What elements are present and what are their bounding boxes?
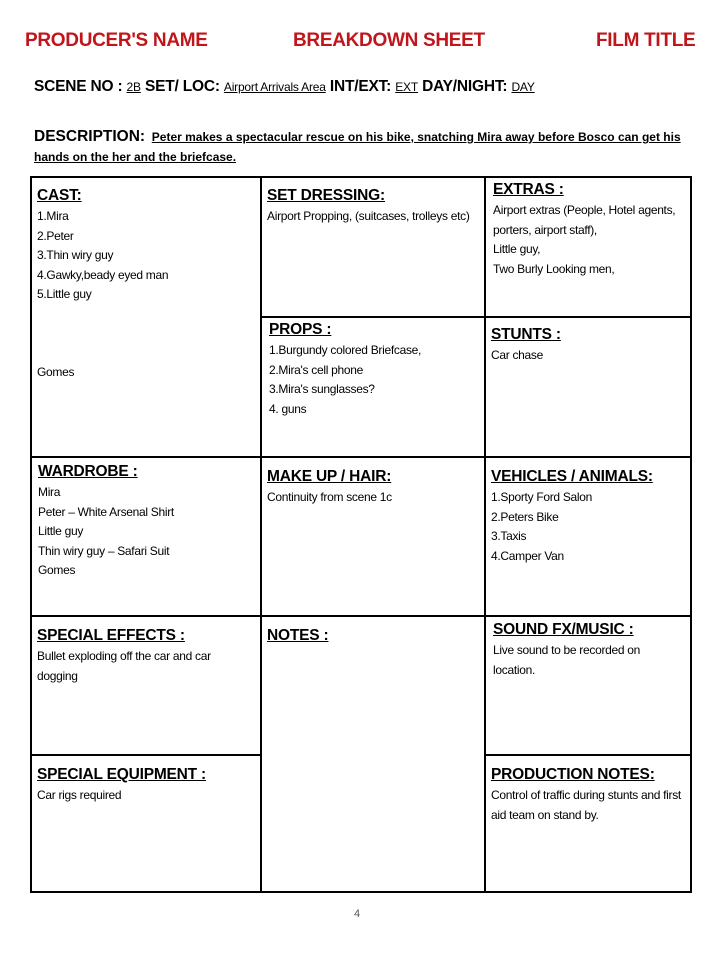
list-item: 2.Mira's cell phone — [269, 362, 363, 377]
list-item: Mira — [38, 485, 61, 499]
list-item: 1.Sporty Ford Salon — [491, 490, 593, 504]
sheet-title: BREAKDOWN SHEET — [293, 30, 485, 51]
scene-no-value: 2B — [126, 80, 141, 94]
list-item: 3.Mira's sunglasses? — [269, 382, 375, 396]
cast-title: CAST: — [37, 187, 82, 204]
list-item: Thin wiry guy – Safari Suit — [38, 543, 170, 558]
list-item: 4.Camper Van — [491, 548, 564, 563]
list-item: Two Burly Looking men, — [493, 261, 615, 276]
grid-line — [260, 178, 262, 891]
list-item: 3.Taxis — [491, 529, 527, 543]
list-item: Little guy, — [493, 242, 541, 256]
set-dressing-text: Airport Propping, (suitcases, trolleys etc) — [267, 209, 470, 223]
producer-name: PRODUCER'S NAME — [25, 30, 208, 51]
special-effects-text: Bullet exploding off the car and car dogging — [37, 649, 211, 683]
grid-line — [262, 316, 692, 318]
day-night-label: DAY/NIGHT: — [422, 78, 508, 95]
stunts-title: STUNTS : — [491, 326, 561, 343]
cast-cell — [37, 187, 257, 382]
extras-cell — [493, 181, 685, 279]
set-loc-label: SET/ LOC: — [144, 78, 220, 95]
int-ext-value: EXT — [395, 80, 418, 94]
list-item: 3.Thin wiry guy — [37, 248, 114, 262]
list-item: 1.Mira — [37, 209, 69, 223]
scene-no-label: SCENE NO : — [34, 78, 123, 95]
set-loc-value: Airport Arrivals Area — [223, 80, 326, 94]
vehicles-animals-cell — [491, 468, 685, 566]
production-notes-cell — [491, 766, 685, 825]
wardrobe-title: WARDROBE : — [38, 463, 138, 480]
stunts-cell — [491, 326, 683, 366]
set-dressing-title: SET DRESSING: — [267, 187, 385, 204]
grid-line — [484, 178, 486, 891]
list-item: 4. guns — [269, 401, 307, 416]
list-item: Car rigs required — [37, 788, 122, 802]
production-notes-text: Control of traffic during stunts and first aid team on stand by. — [491, 788, 681, 822]
list-item: 5.Little guy — [37, 287, 92, 301]
day-night-value: DAY — [511, 80, 535, 94]
int-ext-label: INT/EXT: — [329, 78, 392, 95]
props-cell — [269, 321, 479, 419]
film-title: FILM TITLE — [596, 30, 696, 51]
makeup-hair-cell — [267, 468, 477, 508]
production-notes-title: PRODUCTION NOTES: — [491, 766, 655, 783]
wardrobe-cell — [38, 463, 258, 581]
breakdown-grid — [30, 176, 692, 893]
list-item: 4.Gawky,beady eyed man — [37, 267, 169, 282]
special-equipment-title: SPECIAL EQUIPMENT : — [37, 766, 207, 783]
list-item: 2.Peters Bike — [491, 509, 559, 524]
list-item: 2.Peter — [37, 228, 74, 243]
sound-fx-music-title: SOUND FX/MUSIC : — [493, 621, 634, 638]
makeup-hair-title: MAKE UP / HAIR: — [267, 468, 392, 485]
page-number: 4 — [354, 908, 361, 920]
description-text: Peter makes a spectacular rescue on his bike, snatching Mira away before Bosco can get his hands on the her and the briefcase. — [34, 130, 681, 164]
description-label: DESCRIPTION: — [34, 128, 146, 145]
grid-line — [32, 615, 690, 617]
props-title: PROPS : — [269, 321, 332, 338]
list-item: Little guy — [38, 524, 84, 538]
grid-line — [32, 456, 690, 458]
grid-line — [486, 754, 690, 756]
list-item: Peter – White Arsenal Shirt — [38, 504, 174, 519]
list-item: 1.Burgundy colored Briefcase, — [269, 343, 422, 357]
scene-info-row — [34, 78, 535, 96]
special-effects-title: SPECIAL EFFECTS : — [37, 627, 185, 644]
special-effects-cell — [37, 627, 252, 686]
sound-fx-music-cell — [493, 621, 685, 680]
vehicles-animals-title: VEHICLES / ANIMALS: — [491, 468, 653, 485]
list-item: Gomes — [38, 563, 76, 577]
description — [34, 127, 694, 167]
extras-text: Airport extras (People, Hotel agents, porters, airport staff), — [493, 203, 676, 237]
grid-line — [32, 754, 260, 756]
sound-fx-text: Live sound to be recorded on location. — [493, 643, 641, 677]
list-item: Gomes — [37, 364, 75, 379]
special-equipment-cell — [37, 766, 257, 806]
list-item: Car chase — [491, 348, 543, 362]
set-dressing-cell — [267, 187, 477, 227]
notes-cell — [267, 627, 477, 645]
notes-title: NOTES : — [267, 627, 329, 644]
list-item: Continuity from scene 1c — [267, 490, 392, 504]
extras-title: EXTRAS : — [493, 181, 564, 198]
